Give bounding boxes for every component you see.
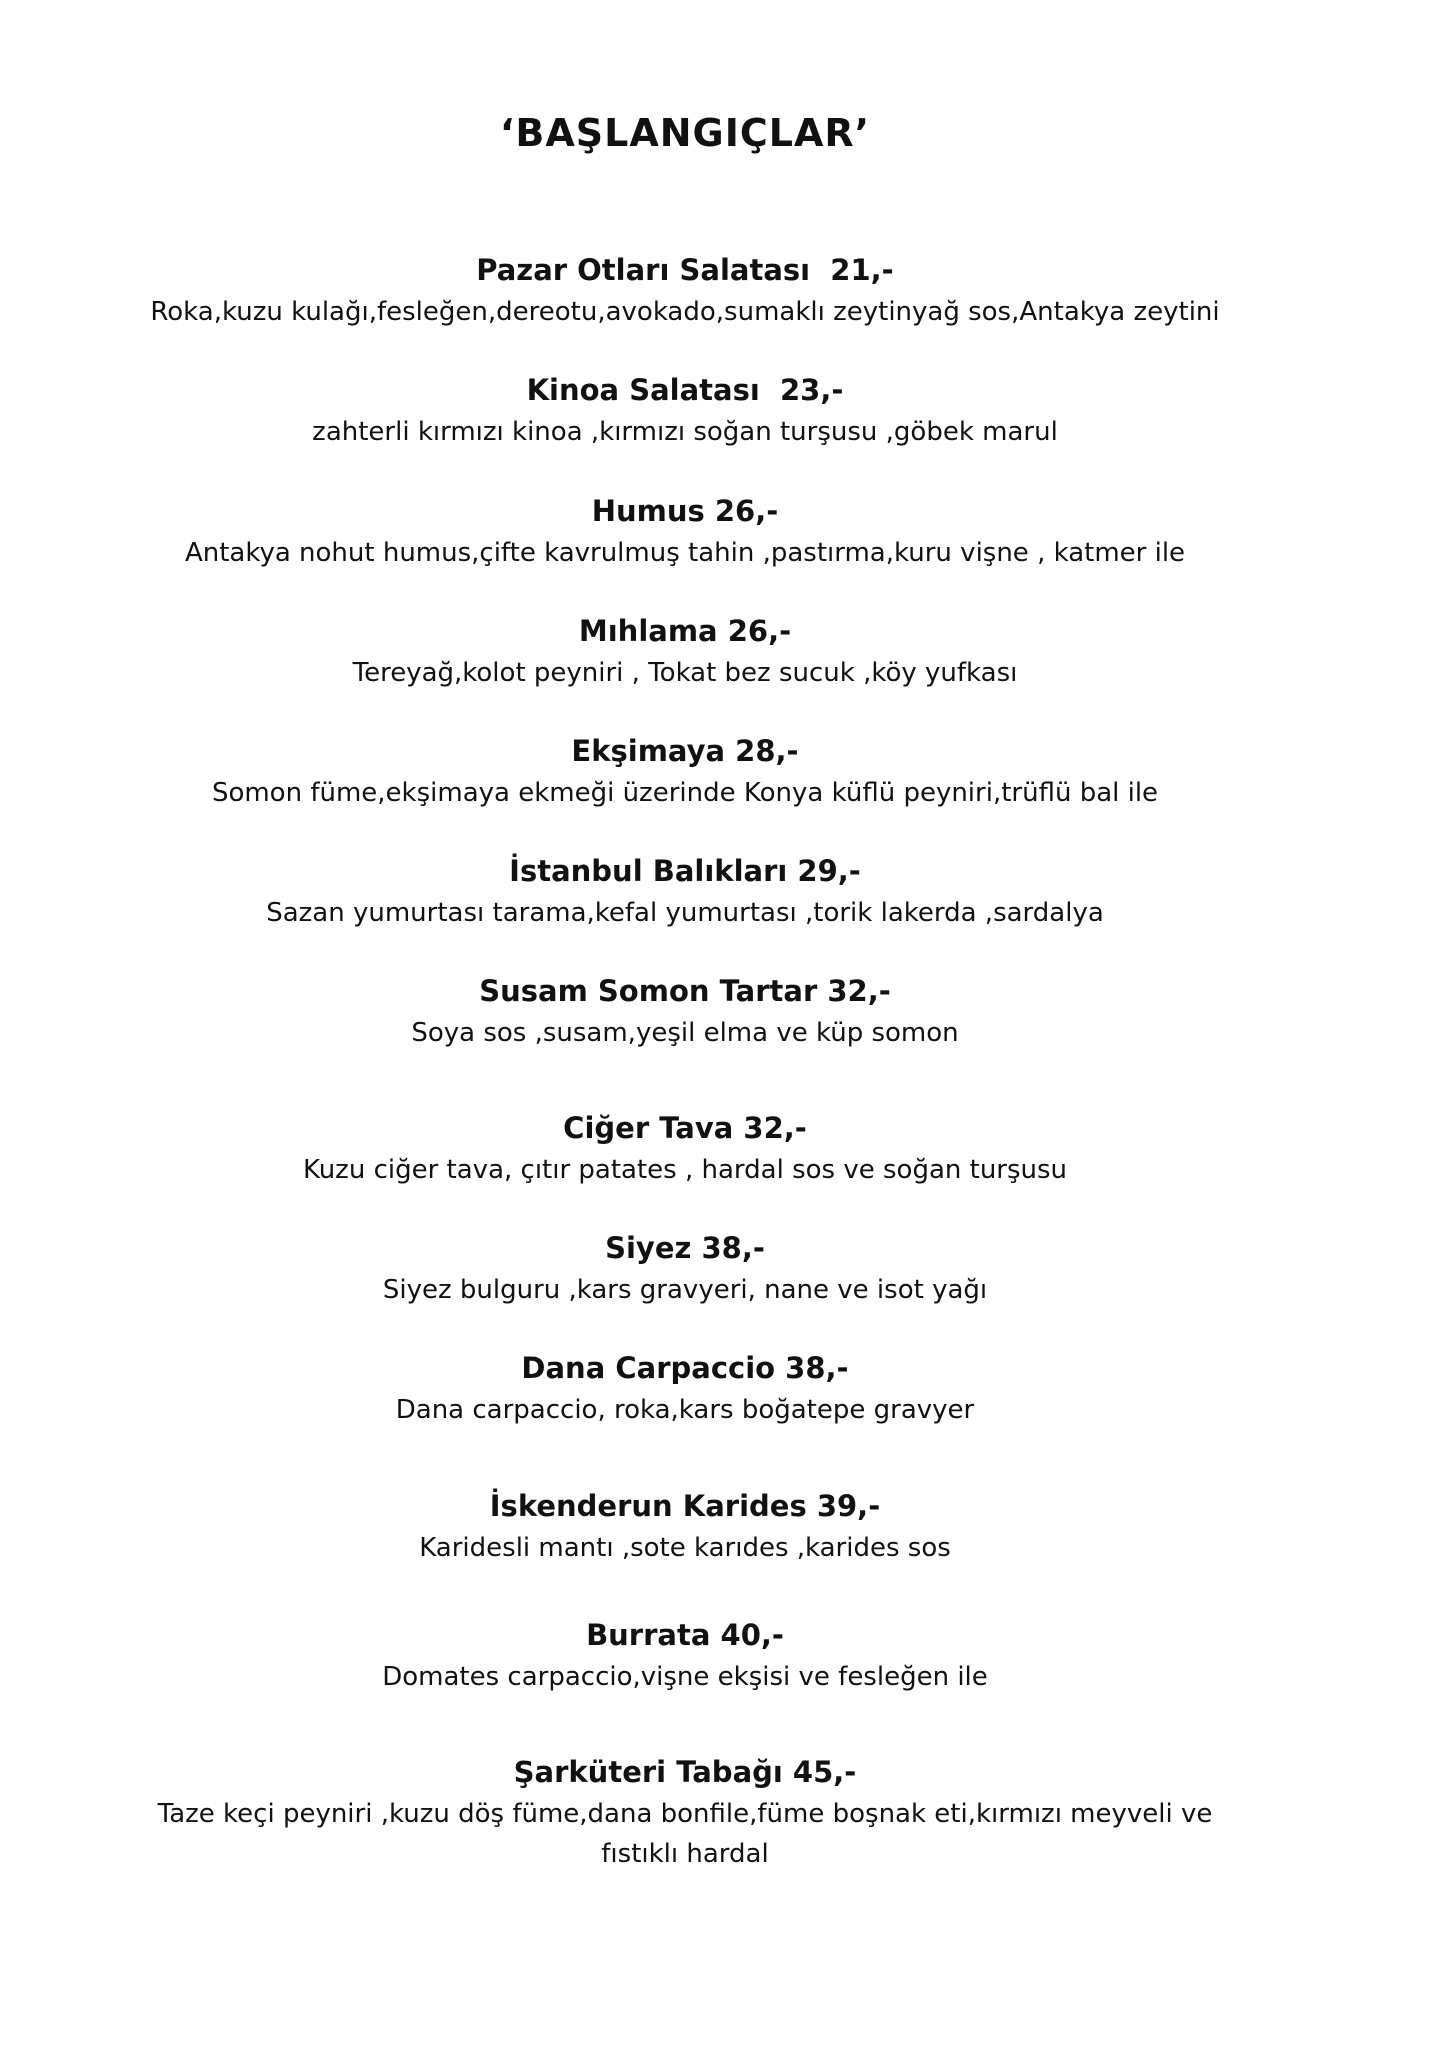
menu-item-name: Humus 26,- <box>591 494 779 528</box>
menu-item-name: Burrata 40,- <box>586 1618 784 1652</box>
menu-item <box>0 611 1370 693</box>
menu-item-description: Soya sos ,susam,yeşil elma ve küp somon <box>411 1018 959 1048</box>
menu-item-description: Somon füme,ekşimaya ekmeği üzerinde Konya küflü peyniri,trüflü bal ile <box>211 778 1159 808</box>
menu-item <box>0 1348 1370 1430</box>
menu-item <box>0 1108 1370 1190</box>
menu-item-name: İskenderun Karides 39,- <box>489 1489 881 1523</box>
menu-item-name: Pazar Otları Salatası 21,- <box>476 253 894 287</box>
menu-item-description: Kuzu ciğer tava, çıtır patates , hardal sos ve soğan turşusu <box>302 1155 1068 1185</box>
menu-item-name: Susam Somon Tartar 32,- <box>479 974 891 1008</box>
menu-item <box>0 1228 1370 1310</box>
menu-item <box>0 370 1370 452</box>
menu-item-description: Tereyağ,kolot peyniri , Tokat bez sucuk ,köy yufkası <box>352 658 1018 688</box>
menu-item-name: Ciğer Tava 32,- <box>563 1111 807 1145</box>
menu-item <box>0 491 1370 573</box>
menu-item-name: İstanbul Balıkları 29,- <box>509 854 861 888</box>
menu-item-description: Domates carpaccio,vişne ekşisi ve fesleğen ile <box>382 1662 988 1692</box>
menu-item <box>0 1752 1370 1874</box>
menu-item-name: Siyez 38,- <box>605 1231 765 1265</box>
menu-item-description: zahterli kırmızı kinoa ,kırmızı soğan turşusu ,göbek marul <box>312 417 1058 447</box>
menu-item <box>0 731 1370 813</box>
menu-item-description: Antakya nohut humus,çifte kavrulmuş tahin ,pastırma,kuru vişne , katmer ile <box>184 538 1186 568</box>
menu-item-name: Mıhlama 26,- <box>578 614 792 648</box>
menu-item-description: Siyez bulguru ,kars gravyeri, nane ve isot yağı <box>382 1275 988 1305</box>
menu-item-name: Ekşimaya 28,- <box>571 734 799 768</box>
menu-item-description: Taze keçi peyniri ,kuzu döş füme,dana bonfile,füme boşnak eti,kırmızı meyveli ve fıstıklı hardal <box>157 1799 1213 1869</box>
menu-item-description: Karidesli mantı ,sote karıdes ,karides sos <box>419 1533 951 1563</box>
menu-item <box>0 250 1370 332</box>
menu-item-name: Kinoa Salatası 23,- <box>526 373 844 407</box>
menu-item-description: Roka,kuzu kulağı,fesleğen,dereotu,avokado,sumaklı zeytinyağ sos,Antakya zeytini <box>150 297 1220 327</box>
menu-item-name: Dana Carpaccio 38,- <box>521 1351 849 1385</box>
menu-item-description: Sazan yumurtası tarama,kefal yumurtası ,torik lakerda ,sardalya <box>266 898 1104 928</box>
menu-item <box>0 1486 1370 1568</box>
menu-item-name: Şarküteri Tabağı 45,- <box>513 1755 857 1789</box>
menu-item <box>0 1615 1370 1697</box>
menu-section-title: ‘BAŞLANGIÇLAR’ <box>499 111 871 155</box>
menu-item <box>0 851 1370 933</box>
menu-item-description: Dana carpaccio, roka,kars boğatepe gravyer <box>395 1395 975 1425</box>
menu-item <box>0 971 1370 1053</box>
